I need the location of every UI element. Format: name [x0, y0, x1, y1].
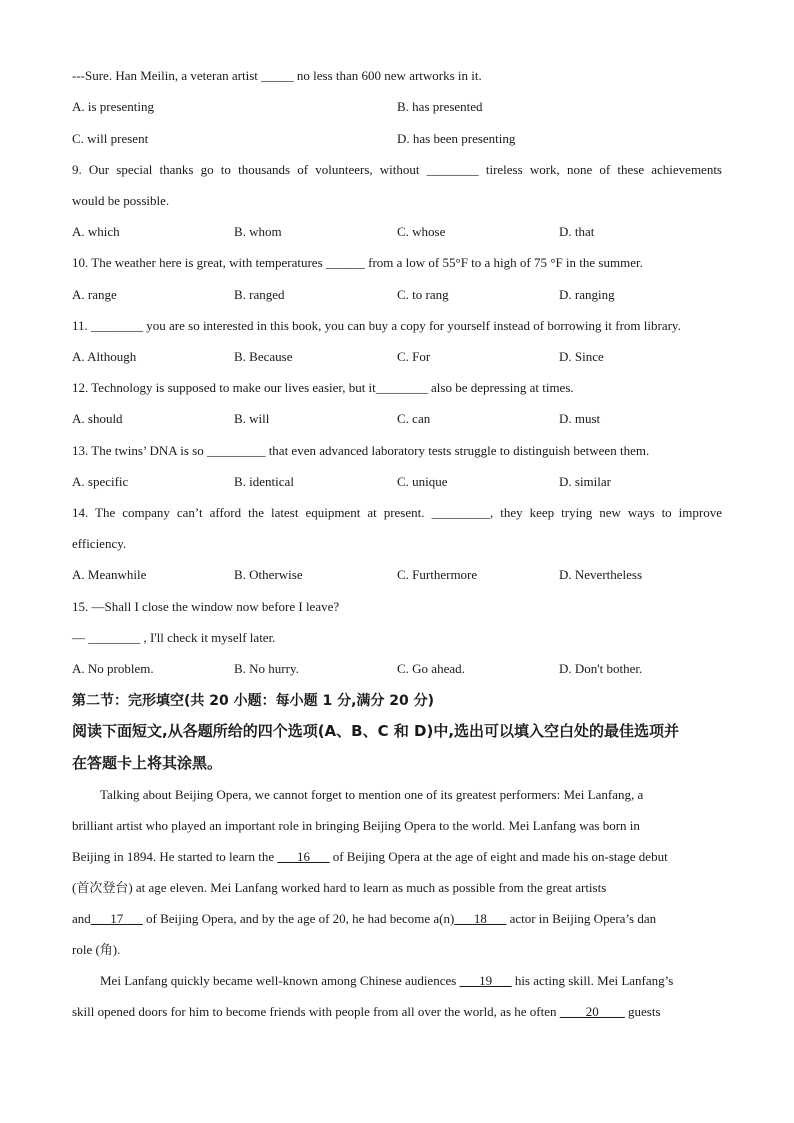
passage-p1-line4: (首次登台) at age eleven. Mei Lanfang worked hard to learn as much as possible from the great artists: [72, 880, 607, 895]
blank-19: ___19___: [459, 973, 512, 988]
section2-instruction-line1: 阅读下面短文,从各题所给的四个选项(A、B、C 和 D)中,选出可以填入空白处的最佳选项并: [72, 722, 680, 740]
passage-p2-line1: [100, 973, 720, 989]
passage-p1-line6: role (角).: [72, 942, 121, 957]
passage-p1-line5: [72, 911, 722, 927]
q9-stem-line1: 9. Our special thanks go to thousands of volunteers, without ________ tireless work, none of these achievements: [72, 162, 722, 177]
q9-stem-line2: would be possible.: [72, 193, 170, 208]
q15-option-c: C. Go ahead.: [397, 661, 465, 676]
q11-option-a: A. Although: [72, 349, 137, 364]
passage-text: of Beijing Opera at the age of eight and made his on-stage debut: [329, 849, 668, 864]
q12-option-c: C. can: [397, 411, 431, 426]
q12-option-d: D. must: [559, 411, 601, 426]
q12-option-a: A. should: [72, 411, 123, 426]
q8-stem: [72, 68, 482, 84]
passage-p1-line1: Talking about Beijing Opera, we cannot forget to mention one of its greatest performers: Mei Lanfang, a: [100, 787, 644, 802]
passage-p1-line3: [72, 849, 722, 865]
q13-option-b: B. identical: [234, 474, 294, 489]
q8-option-d: D. has been presenting: [397, 131, 516, 146]
q9-option-b: B. whom: [234, 224, 282, 239]
passage-text: guests: [624, 1004, 661, 1019]
passage-text: skill opened doors for him to become friends with people from all over the world, as he often: [72, 1004, 560, 1019]
q8-option-a: A. is presenting: [72, 99, 154, 114]
q11-option-c: C. For: [397, 349, 431, 364]
q10-option-b: B. ranged: [234, 287, 285, 302]
q15-stem-line2: — ________ , I'll check it myself later.: [72, 630, 276, 645]
q8-option-b: B. has presented: [397, 99, 483, 114]
q12-stem: 12. Technology is supposed to make our lives easier, but it________ also be depressing at times.: [72, 380, 574, 395]
blank-16: ___16___: [277, 849, 330, 864]
passage-p1-line2: brilliant artist who played an important role in bringing Beijing Opera to the world. Mei Lanfang was born in: [72, 818, 640, 833]
q8-stem-b: no less than 600 new artworks in it.: [293, 68, 482, 83]
q14-stem-line2: efficiency.: [72, 536, 127, 551]
q9-option-c: C. whose: [397, 224, 446, 239]
q8-stem-a: ---Sure. Han Meilin, a veteran artist: [72, 68, 262, 83]
passage-text: Beijing in 1894. He started to learn the: [72, 849, 278, 864]
q15-option-d: D. Don't bother.: [559, 661, 643, 676]
q14-stem-line1: 14. The company can’t afford the latest equipment at present. _________, they keep trying new ways to improve: [72, 505, 722, 520]
passage-text: and: [72, 911, 91, 926]
q15-stem-line1: 15. —Shall I close the window now before I leave?: [72, 599, 340, 614]
q13-option-c: C. unique: [397, 474, 448, 489]
passage-text: Mei Lanfang quickly became well-known among Chinese audiences: [100, 973, 460, 988]
q11-option-b: B. Because: [234, 349, 293, 364]
passage-p2-line2: [72, 1004, 722, 1020]
q10-option-c: C. to rang: [397, 287, 449, 302]
q9-option-d: D. that: [559, 224, 595, 239]
q13-option-a: A. specific: [72, 474, 129, 489]
q14-option-d: D. Nevertheless: [559, 567, 643, 582]
q12-option-b: B. will: [234, 411, 270, 426]
section2-instruction-line2: 在答题卡上将其涂黑。: [72, 754, 223, 772]
q15-option-b: B. No hurry.: [234, 661, 299, 676]
q9-option-a: A. which: [72, 224, 120, 239]
q8-option-c: C. will present: [72, 131, 149, 146]
q10-stem: 10. The weather here is great, with temperatures ______ from a low of 55°F to a high of 75 °F in the summer.: [72, 255, 643, 270]
q11-option-d: D. Since: [559, 349, 604, 364]
blank-20: ____20____: [559, 1004, 625, 1019]
q14-option-a: A. Meanwhile: [72, 567, 147, 582]
q10-option-a: A. range: [72, 287, 117, 302]
passage-text: actor in Beijing Opera’s dan: [506, 911, 657, 926]
blank-18: ___18___: [454, 911, 507, 926]
passage-text: of Beijing Opera, and by the age of 20, he had become a(n): [142, 911, 455, 926]
blank-17: ___17___: [90, 911, 143, 926]
section2-heading: 第二节：完形填空(共 20 小题：每小题 1 分,满分 20 分): [72, 693, 435, 709]
q10-option-d: D. ranging: [559, 287, 615, 302]
q15-option-a: A. No problem.: [72, 661, 154, 676]
q14-option-c: C. Furthermore: [397, 567, 478, 582]
passage-text: his acting skill. Mei Lanfang’s: [511, 973, 674, 988]
q14-option-b: B. Otherwise: [234, 567, 303, 582]
q13-stem: 13. The twins’ DNA is so _________ that even advanced laboratory tests struggle to distinguish between them.: [72, 443, 650, 458]
q11-stem: 11. ________ you are so interested in this book, you can buy a copy for yourself instead of borrowing it from library.: [72, 318, 681, 333]
q13-option-d: D. similar: [559, 474, 611, 489]
q8-blank: _____: [261, 68, 294, 83]
